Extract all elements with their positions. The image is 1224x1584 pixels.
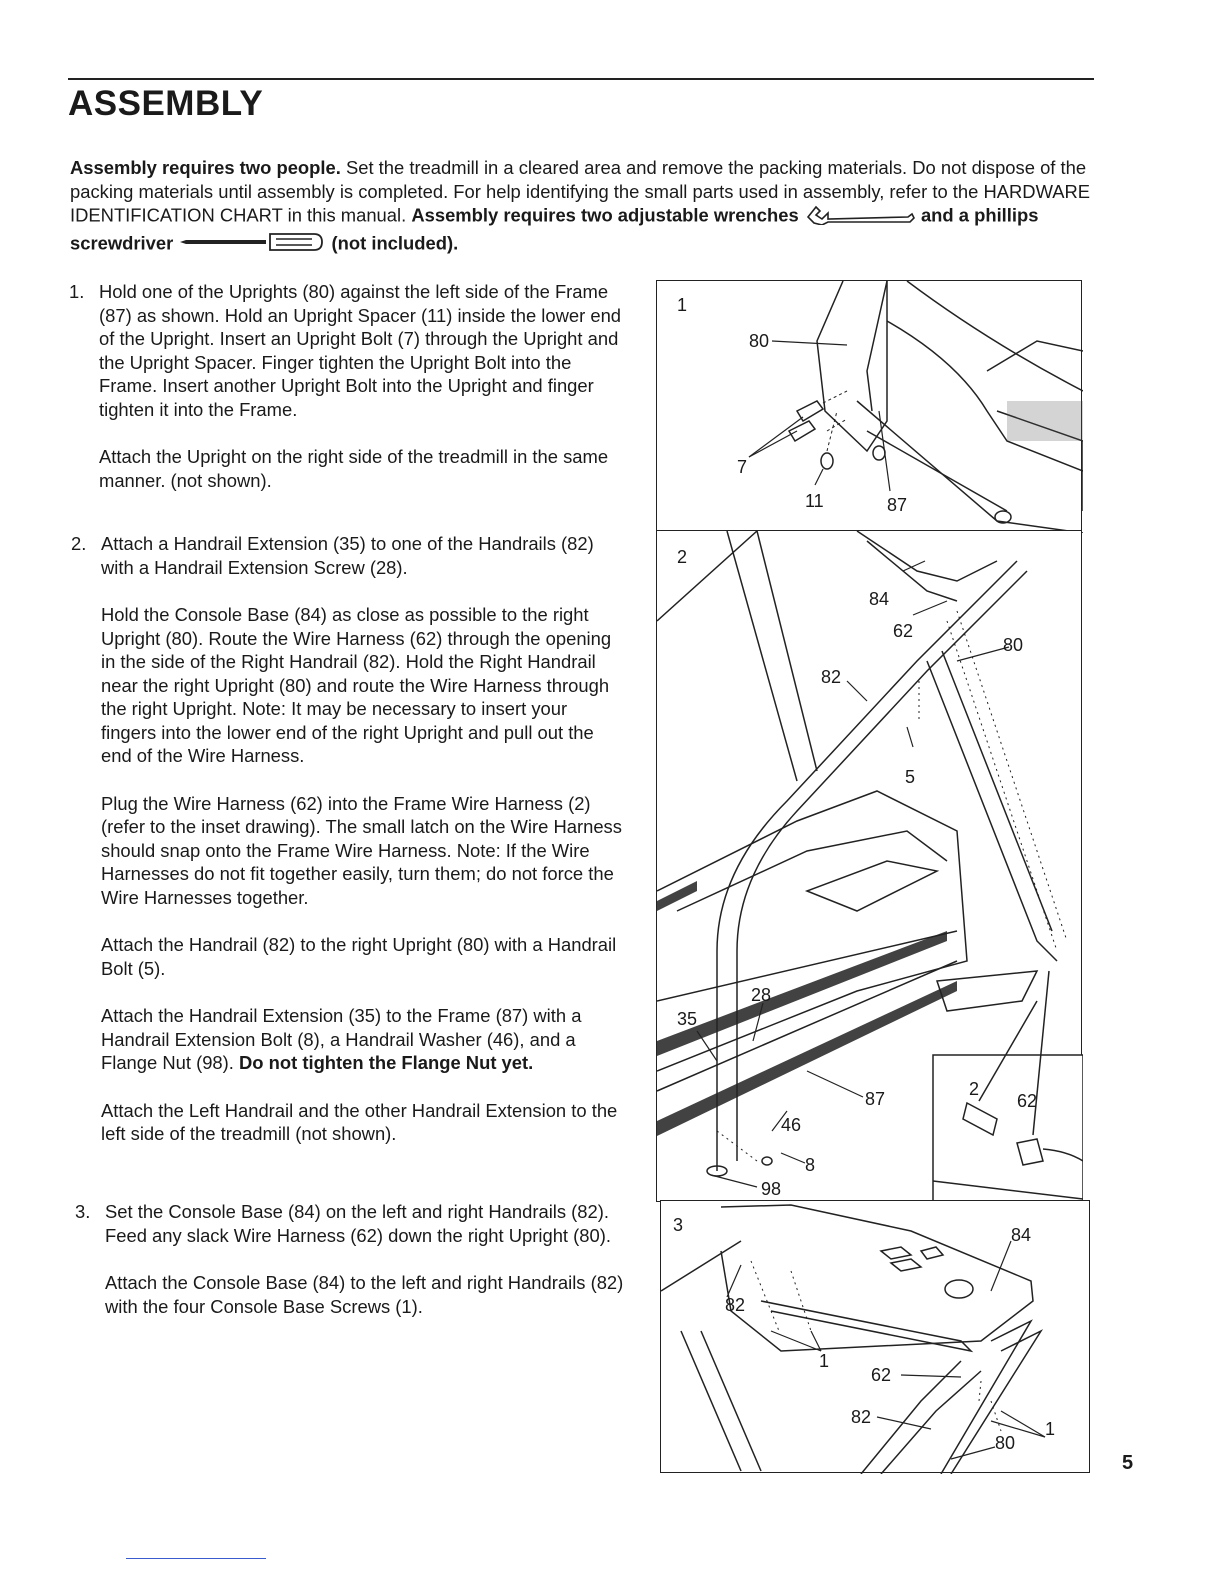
step-1 bbox=[69, 280, 629, 492]
part-label: 46 bbox=[781, 1115, 802, 1135]
step-number: 2. bbox=[71, 533, 87, 554]
screwdriver-icon bbox=[178, 231, 326, 259]
step-paragraph: Attach the Console Base (84) to the left and right Handrails (82) with the four Console Base Screws (1). bbox=[105, 1272, 624, 1317]
part-label: 87 bbox=[865, 1089, 886, 1109]
step-paragraph: Hold one of the Uprights (80) against the left side of the Frame (87) as shown. Hold an Upright Spacer (11) inside the lower end of the Upright. Insert an Upright Bolt (7) through the Upright and the Upright Spacer. Finger tighten the Upright Bolt into the Frame. Insert another Upright Bolt into the Upright and finger tighten it into the Frame. bbox=[99, 281, 622, 420]
step-paragraph: Attach the Handrail (82) to the right Upright (80) with a Handrail Bolt (5). bbox=[101, 934, 617, 979]
part-label: 1 bbox=[1045, 1419, 1056, 1439]
part-label: 87 bbox=[887, 495, 908, 515]
step-paragraph bbox=[101, 1004, 625, 1075]
part-label: 62 bbox=[1017, 1091, 1038, 1111]
figure-3 bbox=[660, 1200, 1090, 1473]
step-paragraph: Set the Console Base (84) on the left and right Handrails (82). Feed any slack Wire Harness (62) down the right Upright (80). bbox=[105, 1201, 611, 1246]
step-2 bbox=[71, 532, 625, 1146]
part-label: 82 bbox=[821, 667, 842, 687]
step-paragraph: Attach the Upright on the right side of the treadmill in the same manner. (not shown). bbox=[99, 446, 609, 491]
step-paragraph: Attach a Handrail Extension (35) to one of the Handrails (82) with a Handrail Extension Screw (28). bbox=[101, 533, 594, 578]
intro-bold-two-people: Assembly requires two people. bbox=[70, 157, 341, 178]
step-number: 3. bbox=[75, 1201, 91, 1222]
step-paragraph: Attach the Left Handrail and the other Handrail Extension to the left side of the treadmill (not shown). bbox=[101, 1099, 618, 1144]
intro-bold-not-included: (not included). bbox=[331, 232, 459, 254]
figure-1 bbox=[656, 280, 1082, 532]
part-label: 7 bbox=[737, 457, 748, 477]
part-label: 80 bbox=[749, 331, 770, 351]
part-label: 35 bbox=[677, 1009, 698, 1029]
figure-number: 2 bbox=[677, 547, 688, 567]
flange-nut-warning: Do not tighten the Flange Nut yet. bbox=[239, 1052, 534, 1073]
part-label: 62 bbox=[871, 1365, 892, 1385]
part-label: 84 bbox=[869, 589, 890, 609]
figure-2 bbox=[656, 530, 1082, 1202]
top-rule bbox=[68, 78, 1094, 80]
part-label: 82 bbox=[851, 1407, 872, 1427]
footer-line bbox=[126, 1558, 266, 1559]
step-paragraph: Plug the Wire Harness (62) into the Frame Wire Harness (2) (refer to the inset drawing). The small latch on the Wire Harness should snap onto the Frame Wire Harness. Note: If the Wire Harnesses do not fit together easily, turn them; do not force the Wire Harnesses together. bbox=[101, 792, 622, 908]
part-label: 8 bbox=[805, 1155, 816, 1175]
intro-paragraph bbox=[70, 156, 1100, 258]
part-label: 11 bbox=[805, 491, 824, 511]
figure-number: 1 bbox=[677, 295, 688, 315]
intro-text: Set the treadmill in a cleared area and remove the packing materials. Do not dispose of the packing materials until assembly is completed. For help identifying the small parts used in assembly, refer to the HARDWARE IDENTIFICATION CHART in this manual. bbox=[70, 157, 1091, 226]
part-label: 5 bbox=[905, 767, 916, 787]
part-label: 84 bbox=[1011, 1225, 1032, 1245]
part-label: 98 bbox=[761, 1179, 782, 1199]
intro-bold-screwdriver: and a phillips screwdriver bbox=[70, 204, 1039, 254]
part-label: 62 bbox=[893, 621, 914, 641]
page-number: 5 bbox=[1122, 1452, 1134, 1474]
figure-1-drawing bbox=[657, 281, 1083, 533]
step-paragraph: Hold the Console Base (84) as close as possible to the right Upright (80). Route the Wire Harness (62) through the opening in the side of the Right Handrail (82). Hold the Right Handrail near the right Upright (80) and route the Wire Harness through the right Upright. Note: It may be necessary to insert your fingers into the lower end of the right Upright and pull out the end of the Wire Harness. bbox=[101, 604, 612, 766]
intro-bold-wrenches: Assembly requires two adjustable wrenches bbox=[411, 204, 799, 226]
part-label: 82 bbox=[725, 1295, 746, 1315]
figure-number: 3 bbox=[673, 1215, 684, 1235]
step-paragraph-text: Attach the Handrail Extension (35) to the Frame (87) with a Handrail Extension Bolt (8), a Handrail Washer (46), and a Flange Nut (98). bbox=[101, 1005, 582, 1073]
page-title: ASSEMBLY bbox=[68, 84, 264, 123]
step-3 bbox=[75, 1200, 625, 1318]
part-label: 28 bbox=[751, 985, 772, 1005]
step-number: 1. bbox=[69, 281, 85, 302]
part-label: 2 bbox=[969, 1079, 980, 1099]
wrench-icon bbox=[804, 203, 916, 231]
part-label: 1 bbox=[819, 1351, 830, 1371]
part-label: 80 bbox=[995, 1433, 1016, 1453]
part-label: 80 bbox=[1003, 635, 1024, 655]
